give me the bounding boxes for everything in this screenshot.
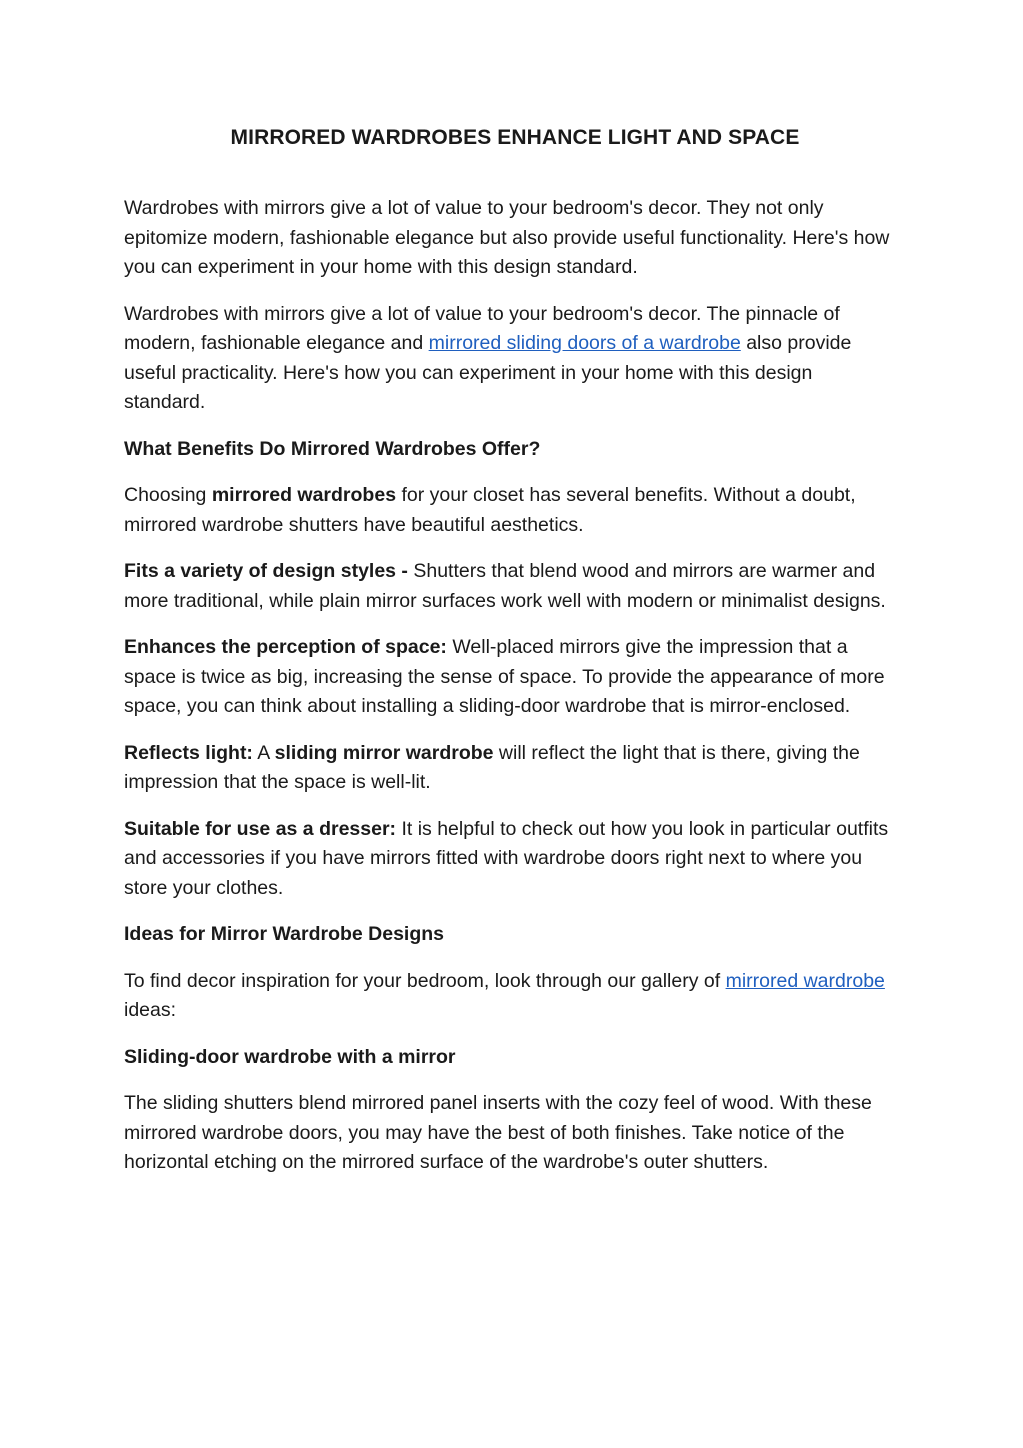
benefit-light-bold: sliding mirror wardrobe (274, 741, 494, 764)
benefit-dresser-text: It is helpful to check out how you look in particular outfits and accessories if you have mirrors fitted with wardrobe doors right next to where you store your clothes. (124, 817, 889, 899)
benefit-styles-label: Fits a variety of design styles - (124, 560, 414, 582)
benefits-heading: What Benefits Do Mirrored Wardrobes Offer? (124, 437, 541, 460)
ideas-intro-after: ideas: (124, 999, 177, 1021)
ideas-intro-before: To find decor inspiration for your bedroom, look through our gallery of (124, 969, 726, 992)
benefit-space-text: Well-placed mirrors give the impression that a space is twice as big, increasing the sense of space. To provide the appearance of more space, you can think about installing a sliding-door wardrobe that is mirror-enclosed. (124, 636, 885, 717)
choosing-paragraph (124, 481, 894, 540)
choosing-text-before: Choosing (124, 484, 212, 506)
benefit-styles-paragraph (124, 557, 894, 616)
ideas-intro-paragraph (124, 967, 894, 1026)
intro2-text-after: also provide useful practicality. Here's how you can experiment in your home with this design standard. (124, 332, 852, 413)
sliding-heading: Sliding-door wardrobe with a mirror (124, 1045, 456, 1068)
benefit-light-label: Reflects light: (124, 741, 253, 764)
benefit-light-mid: A (252, 741, 275, 764)
benefit-dresser-label: Suitable for use as a dresser: (124, 817, 397, 840)
intro2-text-before: Wardrobes with mirrors give a lot of value to your bedroom's decor. The pinnacle of modern, fashionable elegance and (124, 302, 840, 354)
benefit-styles-text: Shutters that blend wood and mirrors are warmer and more traditional, while plain mirror surfaces work well with modern or minimalist designs. (124, 560, 886, 612)
intro-paragraph-2 (124, 300, 894, 418)
choosing-text-after: for your closet has several benefits. Without a doubt, mirrored wardrobe shutters have beautiful aesthetics. (124, 484, 856, 536)
page-title: MIRRORED WARDROBES ENHANCE LIGHT AND SPACE (230, 126, 800, 149)
mirrored-sliding-doors-link[interactable]: mirrored sliding doors of a wardrobe (428, 332, 741, 354)
ideas-heading: Ideas for Mirror Wardrobe Designs (124, 923, 445, 945)
intro-paragraph-1: Wardrobes with mirrors give a lot of value to your bedroom's decor. They not only epitomize modern, fashionable elegance but also provide useful functionality. Here's how you can experiment in your home with this design standard. (124, 197, 890, 278)
sliding-paragraph: The sliding shutters blend mirrored panel inserts with the cozy feel of wood. With these mirrored wardrobe doors, you may have the best of both finishes. Take notice of the horizontal etching on the mirrored surface of the wardrobe's outer shutters. (124, 1092, 872, 1173)
benefit-space-paragraph (124, 633, 894, 722)
benefit-space-label: Enhances the perception of space: (124, 636, 447, 658)
document-page (124, 126, 894, 1195)
benefit-dresser-paragraph (124, 815, 894, 904)
benefit-light-paragraph (124, 739, 894, 798)
choosing-bold-text: mirrored wardrobes (211, 484, 397, 506)
benefit-light-text: will reflect the light that is there, giving the impression that the space is well-lit. (124, 741, 860, 793)
mirrored-wardrobe-link[interactable]: mirrored wardrobe (725, 969, 885, 992)
